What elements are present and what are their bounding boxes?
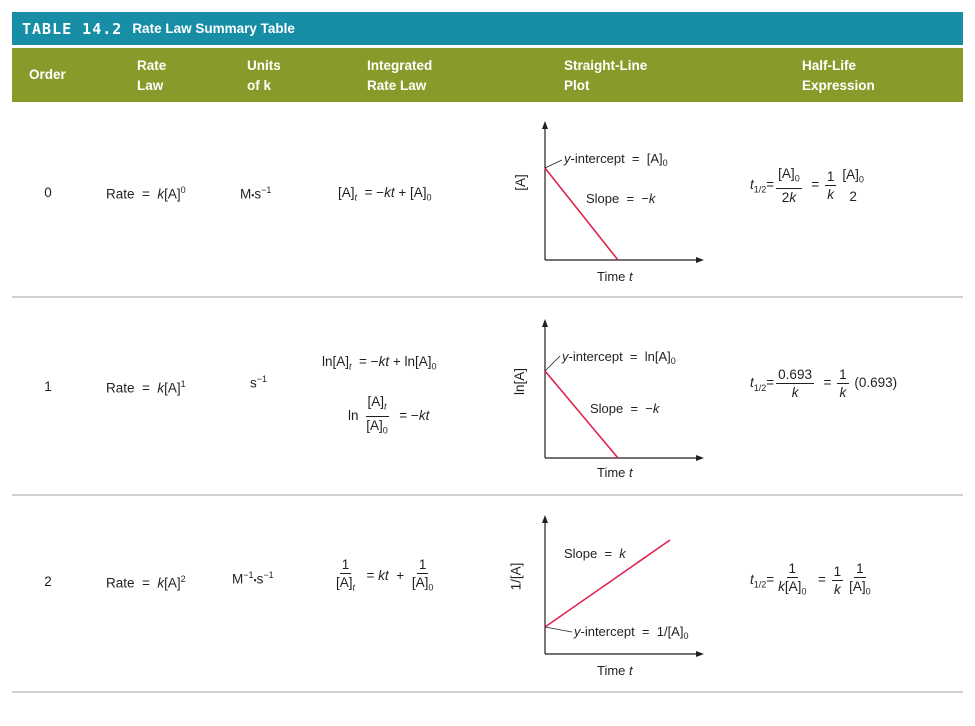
row-units: $M•s^{-1}$ bbox=[240, 185, 272, 202]
row-order: 0 bbox=[44, 185, 52, 200]
row-halflife: $t_{1/2}=$ $\frac{[A]_0}{2k}$ = $\frac{1}{k}$ $[A]_0$ 2 bbox=[750, 166, 864, 205]
row-units: $s^{-1}$ bbox=[250, 374, 268, 391]
row-halflife: $t_{1/2}=$ $\frac{1}{k[A]_0}$ = $\frac{1}{k}$ $\frac{1}{[A]_0}$ bbox=[750, 561, 871, 597]
header-halflife: Half-Life Expression bbox=[802, 58, 875, 93]
row-divider bbox=[12, 296, 963, 298]
row-integrated: $[A]_t = -kt + [A]_0$ bbox=[338, 185, 432, 203]
table-name: Rate Law Summary Table bbox=[132, 21, 295, 36]
header-integrated: Integrated Rate Law bbox=[367, 58, 433, 93]
plot-slope-label: Slope = −k bbox=[586, 191, 656, 206]
plot-ylabel: ln[A] bbox=[512, 367, 528, 396]
row-integrated: $\ln[A]_t = -kt + \ln[A]_0$ bbox=[322, 354, 437, 372]
header-plot: Straight-Line Plot bbox=[564, 58, 648, 93]
plot-zero-order bbox=[518, 118, 718, 288]
plot-intercept-label: y-intercept = $1/[A]_0$ bbox=[574, 624, 689, 641]
plot-slope-label: Slope = −k bbox=[590, 401, 660, 416]
header-rate-law: Rate Law bbox=[137, 58, 167, 93]
row-units: $M^{-1}•s^{-1}$ bbox=[232, 570, 274, 587]
plot-xlabel: Time t bbox=[597, 465, 633, 480]
plot-intercept-label: y-intercept = $[A]_0$ bbox=[564, 151, 668, 168]
table-header bbox=[12, 48, 963, 102]
row-rate-law: Rate = $k[A]^1$ bbox=[106, 379, 186, 396]
plot-xlabel: Time t bbox=[597, 663, 633, 678]
plot-second-order bbox=[518, 512, 738, 682]
plot-first-order bbox=[518, 316, 718, 486]
plot-ylabel: 1/[A] bbox=[508, 562, 524, 591]
plot-intercept-label: y-intercept = $\ln[A]_0$ bbox=[562, 349, 676, 366]
row-order: 2 bbox=[44, 574, 52, 589]
row-divider bbox=[12, 494, 963, 496]
table-number: TABLE 14.2 bbox=[22, 19, 123, 38]
plot-xlabel: Time t bbox=[597, 269, 633, 284]
header-order: Order bbox=[29, 67, 66, 82]
header-units: Units of k bbox=[247, 58, 281, 93]
row-rate-law: Rate = $k[A]^2$ bbox=[106, 574, 186, 591]
row-integrated: $\frac{1}{[A]_t}$ = kt + $\frac{1}{[A]_0}$ bbox=[336, 557, 434, 593]
plot-slope-label: Slope = k bbox=[564, 546, 626, 561]
table-title-bar bbox=[12, 12, 963, 45]
plot-ylabel: [A] bbox=[512, 174, 528, 191]
row-integrated-alt: ln $\frac{[A]_t}{[A]_0}$ = −kt bbox=[348, 394, 430, 436]
row-halflife: $t_{1/2}=$ $\frac{0.693}{k}$ = $\frac{1}{k}$ (0.693) bbox=[750, 367, 898, 400]
row-order: 1 bbox=[44, 379, 52, 394]
row-rate-law: Rate = $k[A]^0$ bbox=[106, 185, 186, 202]
plot-line bbox=[545, 168, 618, 260]
row-divider bbox=[12, 691, 963, 693]
